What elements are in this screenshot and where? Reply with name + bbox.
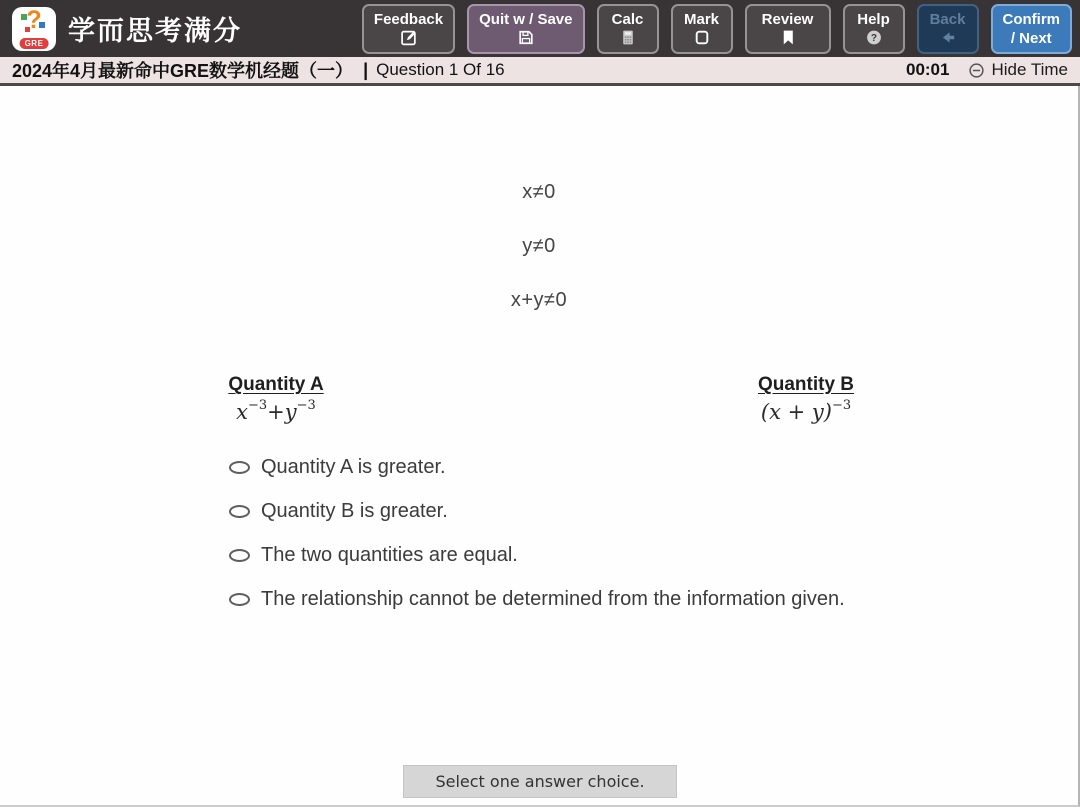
back-button[interactable] [917,4,979,54]
quantity-a-exp2: −3 [296,398,316,413]
checkbox-icon [693,29,711,46]
svg-text:?: ? [870,33,877,45]
quantity-a-operator: + [267,400,285,424]
answer-choice-3[interactable] [229,544,845,567]
condition-line-3: x+y≠0 [510,289,568,311]
arrow-left-icon [939,29,957,46]
toolbar-buttons [362,4,1072,54]
minus-circle-icon [968,62,985,79]
quantity-a-term2: y [284,400,297,424]
radio-oval[interactable] [229,549,250,562]
answer-choice-4-label: The relationship cannot be determined from the information given. [261,588,845,610]
radio-oval[interactable] [229,505,250,518]
quantity-b-exp1: −3 [831,398,852,413]
feedback-button[interactable] [362,4,455,54]
answer-choice-2-label: Quantity B is greater. [261,500,448,522]
app-logo [12,7,56,51]
condition-line-2: y≠0 [522,235,556,257]
radio-oval[interactable] [229,593,250,606]
back-button-label: Back [929,10,966,28]
quantity-a-expression [196,400,356,424]
calc-button-label: Calc [611,10,644,28]
bookmark-icon [779,29,797,46]
answer-choice-3-label: The two quantities are equal. [261,544,518,566]
mark-button[interactable] [671,4,733,54]
condition-line-1: x≠0 [522,181,556,203]
quantity-b [726,374,886,424]
hide-time-button[interactable] [968,60,1068,80]
quantity-b-term1: (x + y) [760,400,832,424]
answer-hint: Select one answer choice. [403,765,677,798]
gre-badge: GRE [20,38,49,49]
save-icon [517,29,535,46]
conditions [0,86,1078,310]
quantity-a-label: Quantity A [228,374,324,395]
quit-save-button[interactable] [467,4,584,54]
hide-time-label: Hide Time [991,60,1068,79]
edit-icon [400,29,418,46]
feedback-button-label: Feedback [373,10,444,28]
title-separator: | [363,59,369,80]
question-area [0,86,1080,807]
timer: 00:01 [905,60,950,79]
exam-title: 2024年4月最新命中GRE数学机经题（一） [12,61,354,81]
answer-choices [229,456,845,611]
question-counter: Question 1 Of 16 [376,60,505,79]
question-icon [865,29,883,46]
help-button[interactable] [843,4,905,54]
quantity-a-exp1: −3 [248,398,268,413]
confirm-next-button-label2: / Next [1010,29,1052,47]
answer-choice-1[interactable] [229,456,845,479]
mark-button-label: Mark [683,10,720,28]
answer-choice-4[interactable] [229,588,845,611]
radio-oval[interactable] [229,461,250,474]
answer-choice-1-label: Quantity A is greater. [261,456,446,478]
calculator-icon [619,29,637,46]
confirm-next-button[interactable] [991,4,1073,54]
quantity-b-expression [726,400,886,424]
question-mark-logo-icon: ? [26,5,42,34]
review-button[interactable] [745,4,831,54]
answer-choice-2[interactable] [229,500,845,523]
calc-button[interactable] [597,4,659,54]
top-toolbar [0,0,1080,57]
review-button-label: Review [761,10,814,28]
quantity-b-label: Quantity B [757,374,855,395]
quantity-a [196,374,356,424]
question-info-bar [0,57,1080,86]
brand-title: 学而思考满分 [68,16,242,46]
help-button-label: Help [857,10,890,28]
quantity-a-term1: x [236,400,248,424]
confirm-next-button-label: Confirm [1002,11,1060,29]
quit-save-button-label: Quit w / Save [479,10,573,28]
